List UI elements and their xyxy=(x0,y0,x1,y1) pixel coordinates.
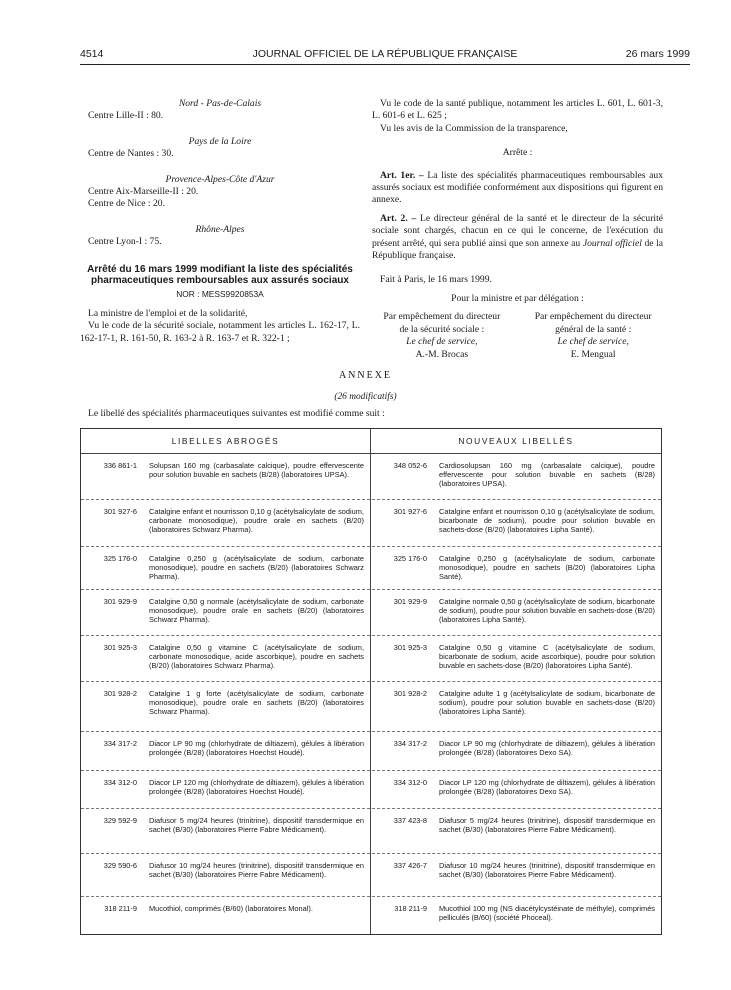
region-heading: Rhône-Alpes xyxy=(195,223,245,235)
vu-paragraph: Vu les avis de la Commission de la transparence, xyxy=(380,122,568,134)
article-2-italic: Journal officiel xyxy=(582,237,642,249)
right-column xyxy=(372,98,663,361)
new-code: 318 211-9 xyxy=(394,904,427,913)
signature-line: de la sécurité sociale : xyxy=(399,323,485,335)
dashed-rule xyxy=(81,808,661,809)
signature-block xyxy=(523,311,663,361)
dashed-rule xyxy=(81,681,661,682)
old-code: 301 928-2 xyxy=(103,689,137,698)
new-label: Diafusor 10 mg/24 heures (trinitrine), dispositif transdermique en sachet (B/30) (laboratoires Pierre Fabre Médicament). xyxy=(439,861,655,880)
new-code: 325 176-0 xyxy=(393,554,427,563)
new-code: 334 317-2 xyxy=(393,739,427,748)
delegation-line: Pour la ministre et par délégation : xyxy=(451,292,584,304)
new-code: 301 925-3 xyxy=(393,643,427,652)
old-label: Solupsan 160 mg (carbasalate calcique), poudre effervescente pour solution buvable en sachets (B/28) (laboratoires UPSA). xyxy=(149,461,364,480)
old-code: 329 590-6 xyxy=(103,861,137,870)
new-code: 337 426-7 xyxy=(393,861,427,870)
page-number: 4514 xyxy=(80,48,104,60)
signature-name: A.-M. Brocas xyxy=(415,348,469,360)
signature-line: Par empêchement du directeur xyxy=(383,311,501,323)
old-label: Diafusor 10 mg/24 heures (trinitrine), dispositif transdermique en sachet (B/30) (laboratoires Pierre Fabre Médicament). xyxy=(149,861,364,880)
dashed-rule xyxy=(81,589,661,590)
article-2-label: Art. 2. – xyxy=(380,212,417,224)
centre-line: Centre Aix-Marseille-II : 20. xyxy=(88,186,199,198)
vu-paragraph: Vu le code de la santé publique, notamment les articles L. 601, L. 601-3, L. 601-6 et L. 625 ; xyxy=(372,98,663,122)
dashed-rule xyxy=(81,770,661,771)
arrete-word: Arrête : xyxy=(502,147,533,159)
signature-role: Le chef de service, xyxy=(557,336,629,348)
dashed-rule xyxy=(81,853,661,854)
old-code: 325 176-0 xyxy=(103,554,137,563)
signature-role: Le chef de service, xyxy=(406,336,478,348)
article-2-end: de la République française. xyxy=(372,237,663,262)
annexe-subtitle: (26 modificatifs) xyxy=(334,392,397,402)
header-divider xyxy=(81,453,661,454)
new-code: 334 312-0 xyxy=(393,778,427,787)
column-header-new: NOUVEAUX LIBELLÉS xyxy=(458,436,574,446)
signature-line: général de la santé : xyxy=(555,323,632,335)
new-label: Catalgine normale 0,50 g (acétylsalicylate de sodium, bicarbonate de sodium), poudre pour solution buvable en sachets-dose (B/20) (laboratoires Lipha Santé). xyxy=(439,597,655,625)
column-header-old: LIBELLES ABROGÉS xyxy=(171,436,280,446)
new-code: 337 423-8 xyxy=(393,816,427,825)
dashed-rule xyxy=(81,731,661,732)
old-label: Diacor LP 90 mg (chlorhydrate de diltiazem), gélules à libération prolongée (B/28) (laboratoires Hoechst Houdé). xyxy=(149,739,364,758)
dashed-rule xyxy=(81,546,661,547)
old-label: Catalgine 0,50 g vitamine C (acétylsalicylate de sodium, carbonate monosodique, acide ascorbique), poudre en sachets (B/20) (laboratoires Schwarz Pharma). xyxy=(149,643,364,671)
old-label: Diacor LP 120 mg (chlorhydrate de diltiazem), gélules à libération prolongée (B/28) (laboratoires Hoechst Houdé). xyxy=(149,778,364,797)
old-label: Catalgine 0,250 g (acétylsalicylate de sodium, carbonate monosodique), poudre en sachets (B/20) (laboratoires Schwarz Pharma). xyxy=(149,554,364,582)
old-code: 334 312-0 xyxy=(103,778,137,787)
header-rule xyxy=(80,64,690,65)
vu-paragraph: Vu le code de la sécurité sociale, notamment les articles L. 162-17, L. 162-17-1, R. 161-50, R. 163-2 à R. 163-7 et R. 322-1 ; xyxy=(80,320,360,344)
old-code: 318 211-9 xyxy=(104,904,137,913)
new-code: 348 052-6 xyxy=(393,461,427,470)
left-column xyxy=(80,98,360,345)
journal-title: JOURNAL OFFICIEL DE LA RÉPUBLIQUE FRANÇAISE xyxy=(252,48,518,60)
article-2 xyxy=(372,213,663,263)
annexe-table xyxy=(80,428,662,935)
old-label: Catalgine enfant et nourrisson 0,10 g (acétylsalicylate de sodium, carbonate monosodique), poudre orale en sachets (B/20) (laboratoires Schwarz Pharma). xyxy=(149,507,364,535)
new-label: Catalgine enfant et nourrisson 0,10 g (acétylsalicylate de sodium, bicarbonate de sodium), poudre pour solution buvable en sachets-dose (B/20) (laboratoires Lipha Santé). xyxy=(439,507,655,535)
centre-line: Centre Lille-II : 80. xyxy=(88,110,164,122)
article-1-label: Art. 1er. – xyxy=(380,169,424,181)
new-code: 301 928-2 xyxy=(393,689,427,698)
page-header xyxy=(80,42,690,66)
old-label: Diafusor 5 mg/24 heures (trinitrine), dispositif transdermique en sachet (B/30) (laboratoires Pierre Fabre Médicament). xyxy=(149,816,364,835)
arrete-title: Arrêté du 16 mars 1999 modifiant la liste des spécialités pharmaceutiques remboursables aux assurés sociaux xyxy=(87,263,353,287)
dashed-rule xyxy=(81,635,661,636)
region-heading: Nord - Pas-de-Calais xyxy=(178,98,262,109)
new-code: 301 929-9 xyxy=(393,597,427,606)
article-1 xyxy=(372,170,663,207)
signatures xyxy=(372,311,663,361)
annexe-title: ANNEXE xyxy=(338,370,393,381)
centre-line: Centre de Nantes : 30. xyxy=(88,148,174,160)
new-label: Cardiosolupsan 160 mg (carbasalate calcique), poudre effervescente pour solution buvable en sachets (B/28) (laboratoires UPSA). xyxy=(439,461,655,489)
new-label: Catalgine 0,250 g (acétylsalicylate de sodium, carbonate monosodique), poudre en sachets (B/20) (laboratoires Lipha Santé). xyxy=(439,554,655,582)
centre-line: Centre Lyon-I : 75. xyxy=(88,236,162,248)
old-code: 329 592-9 xyxy=(103,816,137,825)
old-code: 301 929-9 xyxy=(103,597,137,606)
annexe-intro: Le libellé des spécialités pharmaceutiques suivantes est modifié comme suit : xyxy=(88,408,385,419)
old-code: 336 861-1 xyxy=(103,461,137,470)
old-label: Catalgine 1 g forte (acétylsalicylate de sodium, carbonate monosodique), poudre orale en sachets (B/20) (laboratoires Schwarz Pharma). xyxy=(149,689,364,717)
fait-line: Fait à Paris, le 16 mars 1999. xyxy=(380,274,492,286)
article-2-text: Le directeur général de la santé et le directeur de la sécurité sociale sont chargés, chacun en ce qui le concerne, de l'exécution du présent arrêté, qui sera publié ainsi que son annexe au xyxy=(372,212,663,249)
old-label: Mucothiol, comprimés (B/60) (laboratoires Monal). xyxy=(149,904,313,913)
old-code: 334 317-2 xyxy=(103,739,137,748)
new-label: Diafusor 5 mg/24 heures (trinitrine), dispositif transdermique en sachet (B/30) (laboratoires Pierre Fabre Médicament). xyxy=(439,816,655,835)
old-code: 301 927-6 xyxy=(103,507,137,516)
centre-line: Centre de Nice : 20. xyxy=(88,198,165,210)
signature-name: E. Mengual xyxy=(570,348,616,360)
old-label: Catalgine 0,50 g normale (acétylsalicylate de sodium, carbonate monosodique), poudre orale en sachets (B/20) (laboratoires Schwarz Pharma). xyxy=(149,597,364,625)
new-code: 301 927-6 xyxy=(393,507,427,516)
region-heading: Pays de la Loire xyxy=(188,135,252,147)
new-label: Diacor LP 90 mg (chlorhydrate de diltiazem), gélules à libération prolongée (B/28) (laboratoires Dexo SA). xyxy=(439,739,655,758)
dashed-rule xyxy=(81,499,661,500)
new-label: Mucothiol 100 mg (NS diacétylcystéinate de méthyle), comprimés pelliculés (B/60) (société Phoceal). xyxy=(439,904,655,923)
new-label: Diacor LP 120 mg (chlorhydrate de diltiazem), gélules à libération prolongée (B/28) (laboratoires Dexo SA). xyxy=(439,778,655,797)
issue-date: 26 mars 1999 xyxy=(625,48,690,60)
dashed-rule xyxy=(81,896,661,897)
nor-reference: NOR : MESS9920853A xyxy=(176,288,264,299)
new-label: Catalgine adulte 1 g (acétylsalicylate de sodium, bicarbonate de sodium), poudre pour solution buvable en sachets-dose (B/20) (laboratoires Lipha Santé). xyxy=(439,689,655,717)
old-code: 301 925-3 xyxy=(103,643,137,652)
region-heading: Provence-Alpes-Côte d'Azur xyxy=(165,173,275,185)
signature-line: Par empêchement du directeur xyxy=(534,311,652,323)
minister-line: La ministre de l'emploi et de la solidarité, xyxy=(88,308,248,320)
signature-block xyxy=(372,311,512,361)
new-label: Catalgine 0,50 g vitamine C (acétylsalicylate de sodium, bicarbonate de sodium, acide ascorbique), poudre pour solution buvable en sachets-dose (B/20) (laboratoires Lipha Santé). xyxy=(439,643,655,671)
article-1-text: La liste des spécialités pharmaceutiques remboursables aux assurés sociaux est modifiée conformément aux dispositions qui figurent en annexe. xyxy=(372,169,663,206)
